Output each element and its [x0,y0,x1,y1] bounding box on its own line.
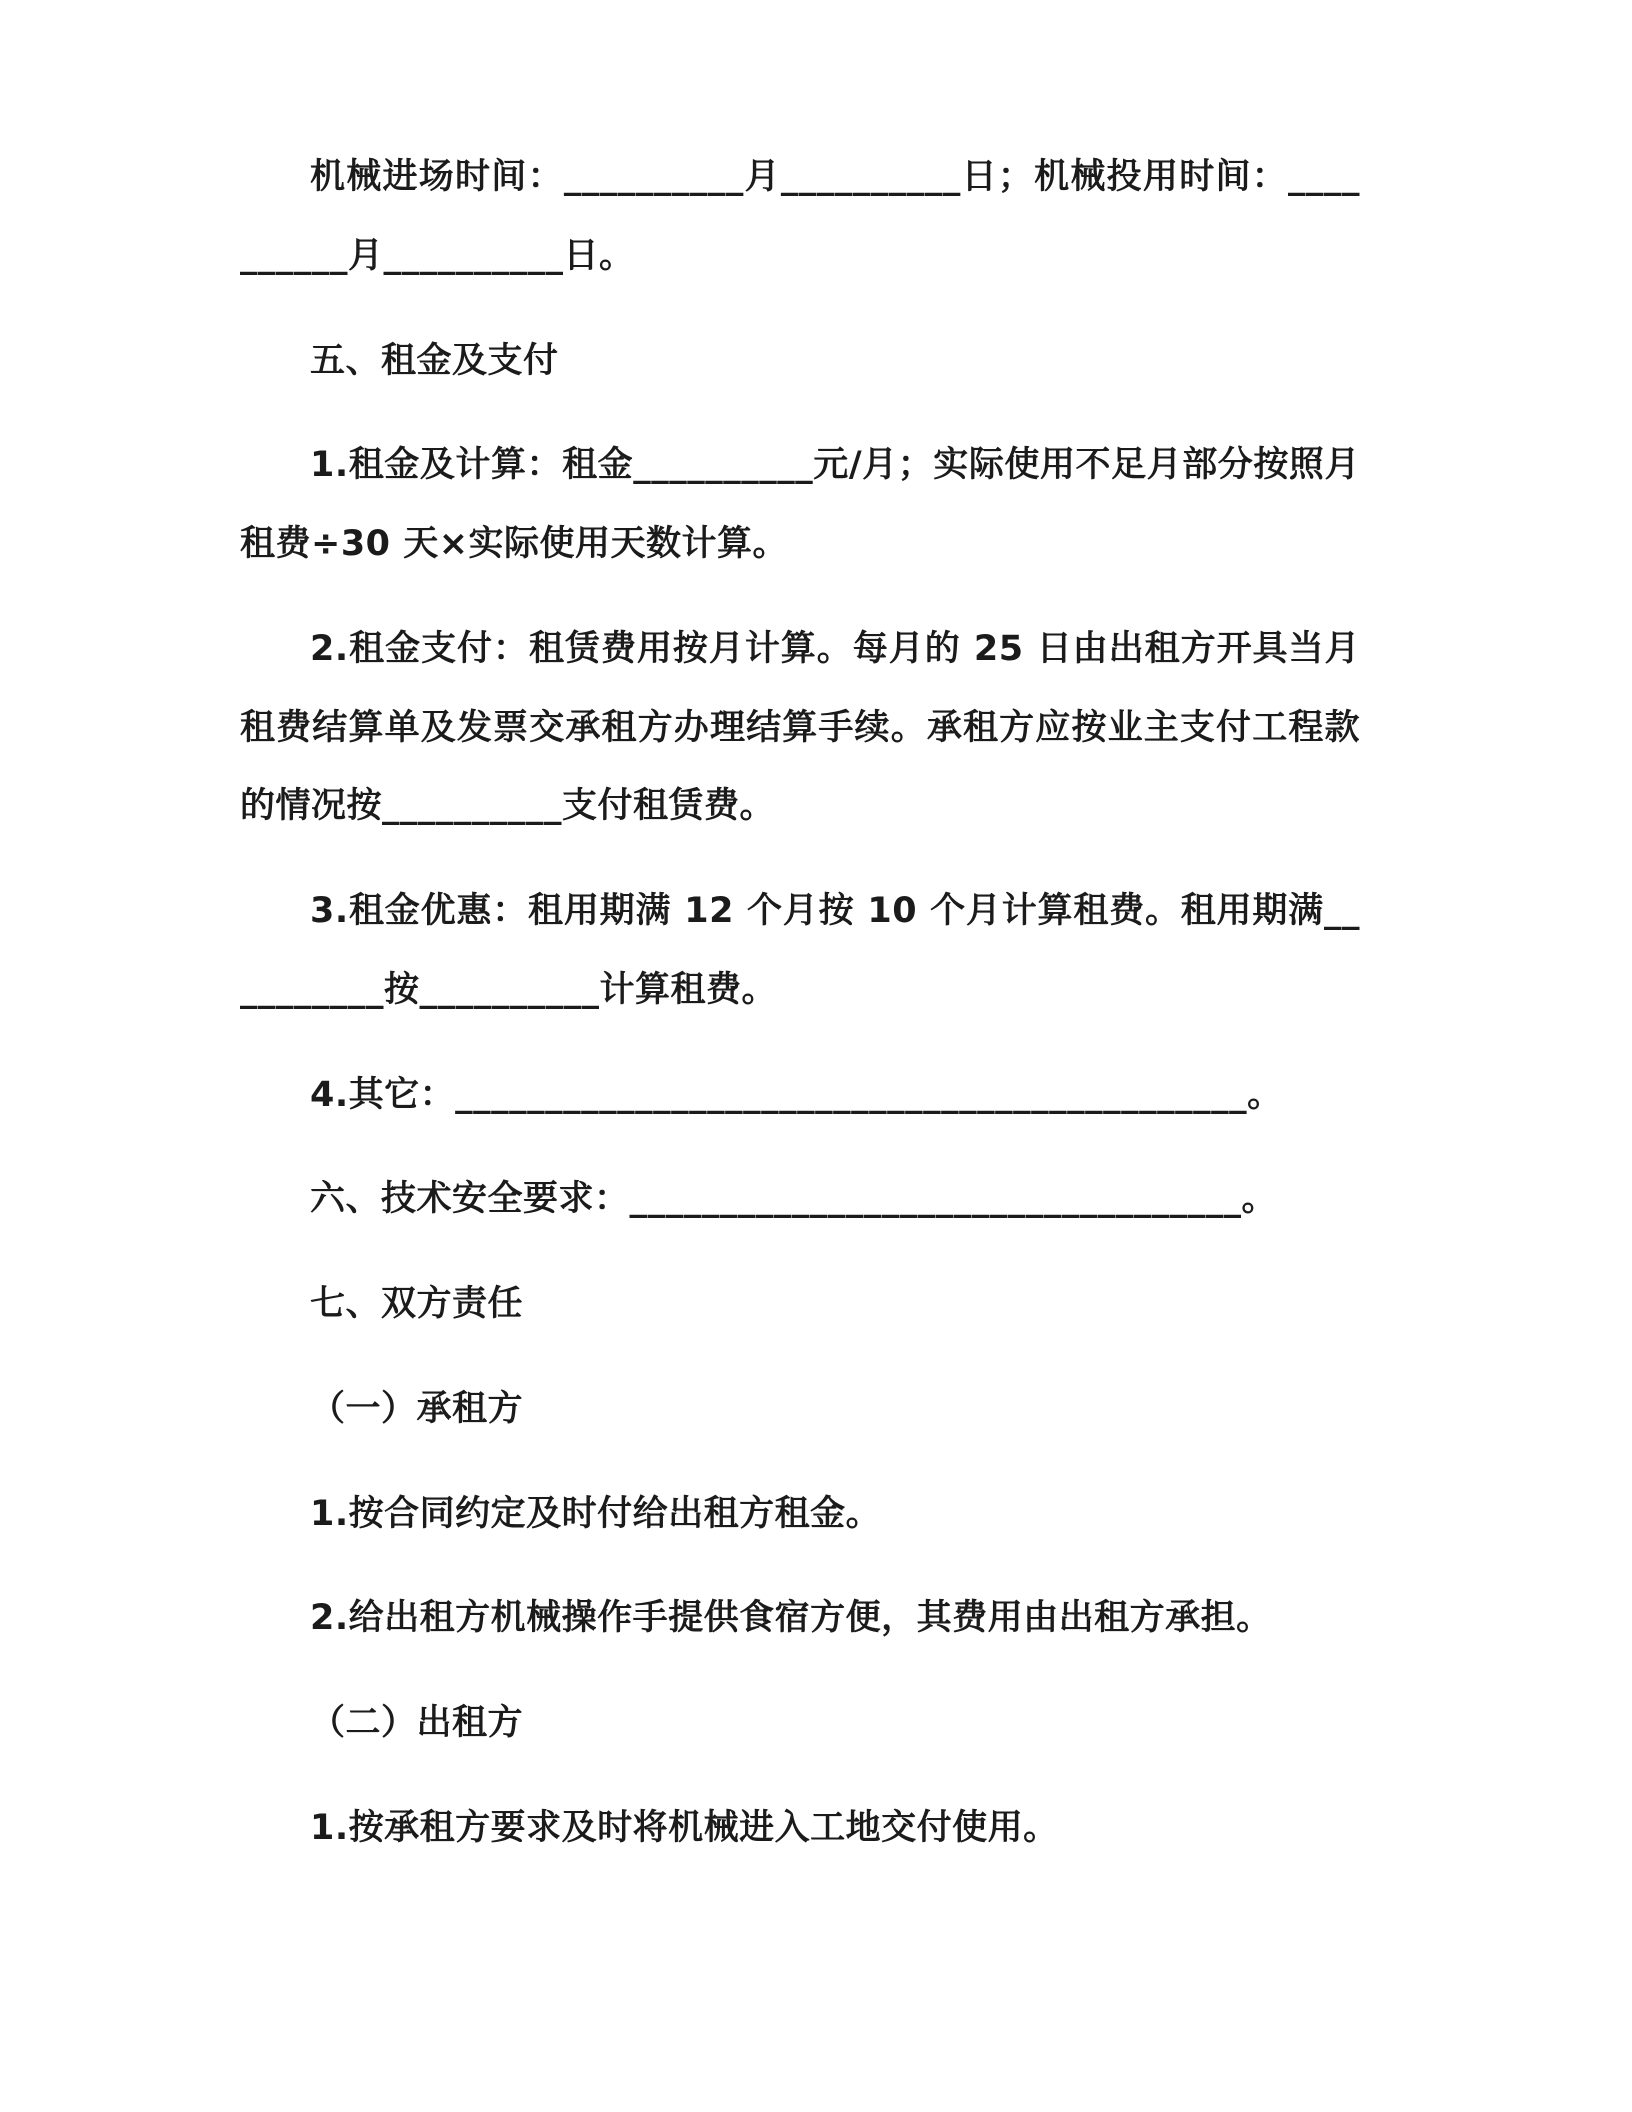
heading-section-7-responsibilities: 七、双方责任 [310,1284,524,1324]
heading-section-6-technical-safety: 六、技术安全要求：__________________________________。 [310,1179,1278,1220]
heading-lessee-party: （一）承租方 [310,1388,524,1429]
para-lessee-duty-1: 1.按合同约定及时付给出租方租金。 [310,1493,882,1534]
para-other-terms: 4.其它：____________________________________________。 [310,1074,1283,1115]
para-rent-payment: 2.租金支付：租赁费用按月计算。每月的 25 日由出租方开具当月租费结算单及发票交承租方办理结算手续。承租方应按业主支付工程款的情况按__________支付租赁费。 [240,628,1360,827]
para-rent-calculation: 1.租金及计算：租金__________元/月；实际使用不足月部分按照月租费÷30 天×实际使用天数计算。 [240,445,1360,564]
para-rent-discount: 3.租金优惠：租用期满 12 个月按 10 个月计算租费。租用期满__________按__________计算租费。 [240,891,1360,1010]
para-machine-entry-time: 机械进场时间：__________月__________日；机械投用时间：__________月__________日。 [240,157,1360,276]
heading-lessor-party: （二）出租方 [310,1703,524,1743]
para-lessee-duty-2: 2.给出租方机械操作手提供食宿方便，其费用由出租方承担。 [310,1598,1272,1639]
heading-section-5-rent-and-payment: 五、租金及支付 [310,340,559,381]
para-lessor-duty-1: 1.按承租方要求及时将机械进入工地交付使用。 [310,1807,1059,1848]
